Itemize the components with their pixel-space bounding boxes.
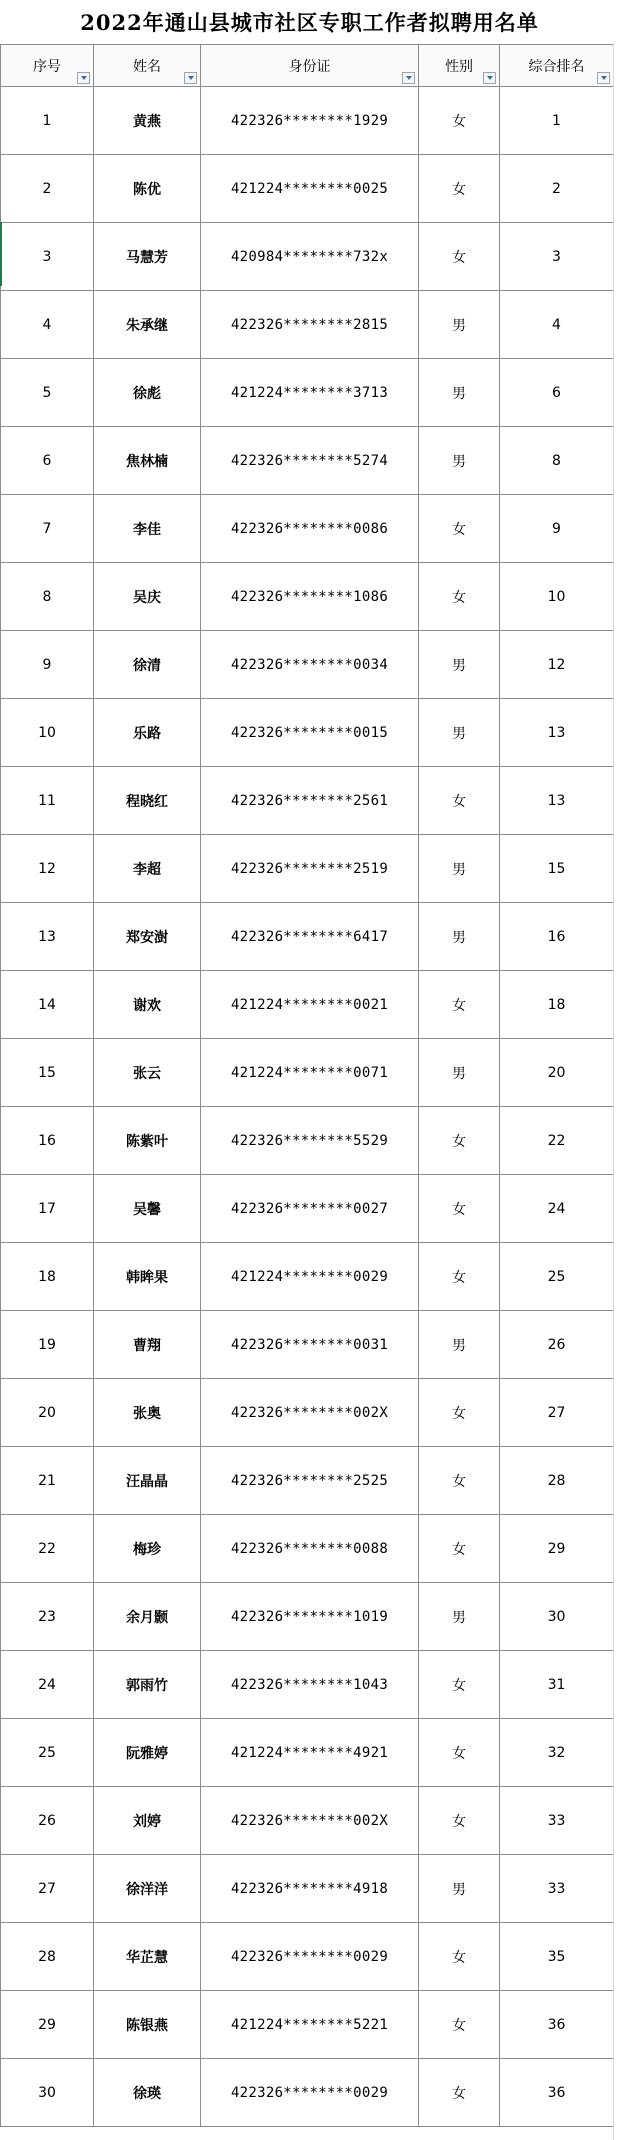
cell-no[interactable]: 1 (1, 87, 94, 155)
cell-gender[interactable]: 男 (419, 631, 500, 699)
cell-id-number[interactable]: 422326********0015 (201, 699, 419, 767)
cell-name[interactable]: 阮雅婷 (94, 1719, 201, 1787)
cell-id-number[interactable]: 421224********5221 (201, 1991, 419, 2059)
header-label-rank: 综合排名 (528, 58, 585, 75)
cell-no[interactable]: 9 (1, 631, 94, 699)
filter-dropdown-icon[interactable] (184, 72, 197, 84)
cell-name[interactable]: 吴馨 (94, 1175, 201, 1243)
cell-gender[interactable]: 男 (419, 291, 500, 359)
cell-gender[interactable]: 女 (419, 1923, 500, 1991)
filter-dropdown-icon[interactable] (402, 72, 415, 84)
table-row (1, 699, 614, 767)
cell-gender[interactable]: 男 (419, 1855, 500, 1923)
cell-rank[interactable]: 36 (500, 1991, 614, 2059)
cell-no[interactable]: 24 (1, 1651, 94, 1719)
header-row (1, 45, 614, 87)
cell-id-number[interactable]: 421224********3713 (201, 359, 419, 427)
cell-id-number[interactable]: 422326********0029 (201, 2059, 419, 2127)
cell-gender[interactable]: 女 (419, 495, 500, 563)
cell-id-number[interactable]: 421224********0071 (201, 1039, 419, 1107)
cell-name[interactable]: 郭雨竹 (94, 1651, 201, 1719)
cell-gender[interactable]: 女 (419, 1379, 500, 1447)
cell-no[interactable]: 23 (1, 1583, 94, 1651)
cell-gender[interactable]: 男 (419, 1039, 500, 1107)
cell-id-number[interactable]: 422326********2525 (201, 1447, 419, 1515)
cell-no[interactable]: 22 (1, 1515, 94, 1583)
cell-rank[interactable]: 18 (500, 971, 614, 1039)
table-row (1, 903, 614, 971)
header-cell-gender (419, 45, 500, 87)
cell-id-number[interactable]: 420984********732x (201, 223, 419, 291)
cell-gender[interactable]: 女 (419, 2059, 500, 2127)
cell-rank[interactable]: 26 (500, 1311, 614, 1379)
cell-gender[interactable]: 男 (419, 1311, 500, 1379)
cell-name[interactable]: 韩眸果 (94, 1243, 201, 1311)
table-row (1, 427, 614, 495)
table-row (1, 2059, 614, 2127)
cell-no[interactable]: 3 (1, 223, 94, 291)
table-row (1, 87, 614, 155)
table-row (1, 1855, 614, 1923)
cell-no[interactable]: 19 (1, 1311, 94, 1379)
table-row (1, 1379, 614, 1447)
cell-rank[interactable]: 20 (500, 1039, 614, 1107)
table-row (1, 1107, 614, 1175)
cell-gender[interactable]: 女 (419, 155, 500, 223)
cell-name[interactable]: 徐清 (94, 631, 201, 699)
cell-no[interactable]: 11 (1, 767, 94, 835)
table-row (1, 359, 614, 427)
cell-name[interactable]: 曹翔 (94, 1311, 201, 1379)
cell-rank[interactable]: 35 (500, 1923, 614, 1991)
cell-gender[interactable]: 女 (419, 1719, 500, 1787)
header-label-no: 序号 (33, 58, 61, 75)
cell-rank[interactable]: 16 (500, 903, 614, 971)
table-row (1, 631, 614, 699)
cell-no[interactable]: 8 (1, 563, 94, 631)
cell-no[interactable]: 20 (1, 1379, 94, 1447)
table-row (1, 155, 614, 223)
cell-name[interactable]: 谢欢 (94, 971, 201, 1039)
cell-rank[interactable]: 28 (500, 1447, 614, 1515)
cell-rank[interactable]: 10 (500, 563, 614, 631)
cell-gender[interactable]: 女 (419, 1243, 500, 1311)
cell-rank[interactable]: 22 (500, 1107, 614, 1175)
cell-id-number[interactable]: 422326********1019 (201, 1583, 419, 1651)
header-label-gender: 性别 (445, 58, 473, 75)
cell-gender[interactable]: 男 (419, 835, 500, 903)
header-cell-name (94, 45, 201, 87)
cell-rank[interactable]: 25 (500, 1243, 614, 1311)
table-row (1, 563, 614, 631)
cell-name[interactable]: 吴庆 (94, 563, 201, 631)
cell-id-number[interactable]: 422326********2519 (201, 835, 419, 903)
cell-name[interactable]: 李超 (94, 835, 201, 903)
cell-rank[interactable]: 6 (500, 359, 614, 427)
cell-id-number[interactable]: 422326********0034 (201, 631, 419, 699)
cell-name[interactable]: 陈银燕 (94, 1991, 201, 2059)
cell-rank[interactable]: 31 (500, 1651, 614, 1719)
cell-gender[interactable]: 男 (419, 1583, 500, 1651)
cell-gender[interactable]: 女 (419, 1787, 500, 1855)
cell-rank[interactable]: 13 (500, 767, 614, 835)
cell-rank[interactable]: 33 (500, 1855, 614, 1923)
cell-rank[interactable]: 36 (500, 2059, 614, 2127)
filter-dropdown-icon[interactable] (77, 72, 90, 84)
cell-name[interactable]: 乐路 (94, 699, 201, 767)
cell-no[interactable]: 18 (1, 1243, 94, 1311)
table-row (1, 1515, 614, 1583)
cell-name[interactable]: 梅珍 (94, 1515, 201, 1583)
cell-id-number[interactable]: 421224********0021 (201, 971, 419, 1039)
cell-rank[interactable]: 3 (500, 223, 614, 291)
personnel-table (0, 44, 614, 2127)
cell-no[interactable]: 28 (1, 1923, 94, 1991)
cell-gender[interactable]: 女 (419, 767, 500, 835)
cell-gender[interactable]: 女 (419, 87, 500, 155)
header-label-name: 姓名 (133, 58, 161, 75)
cell-rank[interactable]: 4 (500, 291, 614, 359)
cell-no[interactable]: 30 (1, 2059, 94, 2127)
header-cell-no (1, 45, 94, 87)
cell-no[interactable]: 7 (1, 495, 94, 563)
cell-name[interactable]: 焦林楠 (94, 427, 201, 495)
cell-no[interactable]: 29 (1, 1991, 94, 2059)
table-row (1, 1311, 614, 1379)
cell-no[interactable]: 10 (1, 699, 94, 767)
cell-name[interactable]: 李佳 (94, 495, 201, 563)
cell-id-number[interactable]: 422326********0027 (201, 1175, 419, 1243)
cell-rank[interactable]: 30 (500, 1583, 614, 1651)
cell-rank[interactable]: 1 (500, 87, 614, 155)
cell-rank[interactable]: 32 (500, 1719, 614, 1787)
column-divider (613, 44, 614, 2140)
table-row (1, 1719, 614, 1787)
cell-gender[interactable]: 男 (419, 699, 500, 767)
active-cell-marker (0, 222, 2, 286)
cell-no[interactable]: 6 (1, 427, 94, 495)
cell-no[interactable]: 13 (1, 903, 94, 971)
cell-name[interactable]: 黄燕 (94, 87, 201, 155)
table-row (1, 291, 614, 359)
table-row (1, 767, 614, 835)
table-row (1, 1651, 614, 1719)
cell-gender[interactable]: 女 (419, 971, 500, 1039)
cell-no[interactable]: 16 (1, 1107, 94, 1175)
table-row (1, 223, 614, 291)
table-row (1, 971, 614, 1039)
cell-no[interactable]: 14 (1, 971, 94, 1039)
cell-rank[interactable]: 24 (500, 1175, 614, 1243)
cell-id-number[interactable]: 422326********1043 (201, 1651, 419, 1719)
cell-gender[interactable]: 女 (419, 1651, 500, 1719)
cell-name[interactable]: 余月颢 (94, 1583, 201, 1651)
cell-rank[interactable]: 9 (500, 495, 614, 563)
cell-no[interactable]: 17 (1, 1175, 94, 1243)
cell-gender[interactable]: 女 (419, 1107, 500, 1175)
cell-name[interactable]: 郑安澍 (94, 903, 201, 971)
cell-no[interactable]: 25 (1, 1719, 94, 1787)
cell-name[interactable]: 马慧芳 (94, 223, 201, 291)
cell-gender[interactable]: 女 (419, 1515, 500, 1583)
sheet-title: 2022年通山县城市社区专职工作者拟聘用名单 (80, 10, 539, 35)
cell-no[interactable]: 4 (1, 291, 94, 359)
cell-id-number[interactable]: 422326********0031 (201, 1311, 419, 1379)
table-row (1, 1447, 614, 1515)
cell-id-number[interactable]: 422326********6417 (201, 903, 419, 971)
table-row (1, 1039, 614, 1107)
cell-id-number[interactable]: 422326********002X (201, 1379, 419, 1447)
cell-rank[interactable]: 27 (500, 1379, 614, 1447)
cell-name[interactable]: 朱承继 (94, 291, 201, 359)
cell-id-number[interactable]: 422326********2815 (201, 291, 419, 359)
header-cell-id (201, 45, 419, 87)
cell-rank[interactable]: 8 (500, 427, 614, 495)
cell-id-number[interactable]: 422326********0029 (201, 1923, 419, 1991)
filter-dropdown-icon[interactable] (483, 72, 496, 84)
cell-gender[interactable]: 男 (419, 427, 500, 495)
cell-id-number[interactable]: 422326********1086 (201, 563, 419, 631)
cell-name[interactable]: 刘婷 (94, 1787, 201, 1855)
cell-rank[interactable]: 29 (500, 1515, 614, 1583)
table-row (1, 1923, 614, 1991)
cell-no[interactable]: 21 (1, 1447, 94, 1515)
cell-rank[interactable]: 13 (500, 699, 614, 767)
table-row (1, 1583, 614, 1651)
cell-name[interactable]: 陈优 (94, 155, 201, 223)
cell-gender[interactable]: 男 (419, 903, 500, 971)
cell-name[interactable]: 徐瑛 (94, 2059, 201, 2127)
cell-name[interactable]: 张云 (94, 1039, 201, 1107)
cell-id-number[interactable]: 422326********5529 (201, 1107, 419, 1175)
cell-rank[interactable]: 2 (500, 155, 614, 223)
cell-id-number[interactable]: 421224********0029 (201, 1243, 419, 1311)
cell-id-number[interactable]: 422326********5274 (201, 427, 419, 495)
table-row (1, 1175, 614, 1243)
cell-name[interactable]: 徐洋洋 (94, 1855, 201, 1923)
cell-rank[interactable]: 12 (500, 631, 614, 699)
cell-id-number[interactable]: 421224********0025 (201, 155, 419, 223)
cell-id-number[interactable]: 422326********2561 (201, 767, 419, 835)
cell-gender[interactable]: 女 (419, 223, 500, 291)
cell-no[interactable]: 15 (1, 1039, 94, 1107)
table-row (1, 1243, 614, 1311)
cell-gender[interactable]: 男 (419, 359, 500, 427)
cell-rank[interactable]: 33 (500, 1787, 614, 1855)
cell-gender[interactable]: 女 (419, 1175, 500, 1243)
cell-no[interactable]: 26 (1, 1787, 94, 1855)
filter-dropdown-icon[interactable] (597, 72, 610, 84)
cell-name[interactable]: 陈紫叶 (94, 1107, 201, 1175)
table-row (1, 1787, 614, 1855)
cell-name[interactable]: 张奥 (94, 1379, 201, 1447)
cell-gender[interactable]: 女 (419, 1447, 500, 1515)
cell-name[interactable]: 程晓红 (94, 767, 201, 835)
cell-no[interactable]: 12 (1, 835, 94, 903)
cell-gender[interactable]: 女 (419, 563, 500, 631)
table-row (1, 835, 614, 903)
cell-no[interactable]: 5 (1, 359, 94, 427)
cell-id-number[interactable]: 422326********4918 (201, 1855, 419, 1923)
cell-id-number[interactable]: 422326********0086 (201, 495, 419, 563)
header-cell-rank (500, 45, 614, 87)
cell-no[interactable]: 27 (1, 1855, 94, 1923)
cell-id-number[interactable]: 421224********4921 (201, 1719, 419, 1787)
cell-id-number[interactable]: 422326********002X (201, 1787, 419, 1855)
cell-no[interactable]: 2 (1, 155, 94, 223)
cell-name[interactable]: 华芷慧 (94, 1923, 201, 1991)
cell-id-number[interactable]: 422326********1929 (201, 87, 419, 155)
cell-id-number[interactable]: 422326********0088 (201, 1515, 419, 1583)
cell-gender[interactable]: 女 (419, 1991, 500, 2059)
table-row (1, 495, 614, 563)
cell-rank[interactable]: 15 (500, 835, 614, 903)
cell-name[interactable]: 汪晶晶 (94, 1447, 201, 1515)
header-label-id: 身份证 (288, 58, 331, 75)
table-row (1, 1991, 614, 2059)
cell-name[interactable]: 徐彪 (94, 359, 201, 427)
